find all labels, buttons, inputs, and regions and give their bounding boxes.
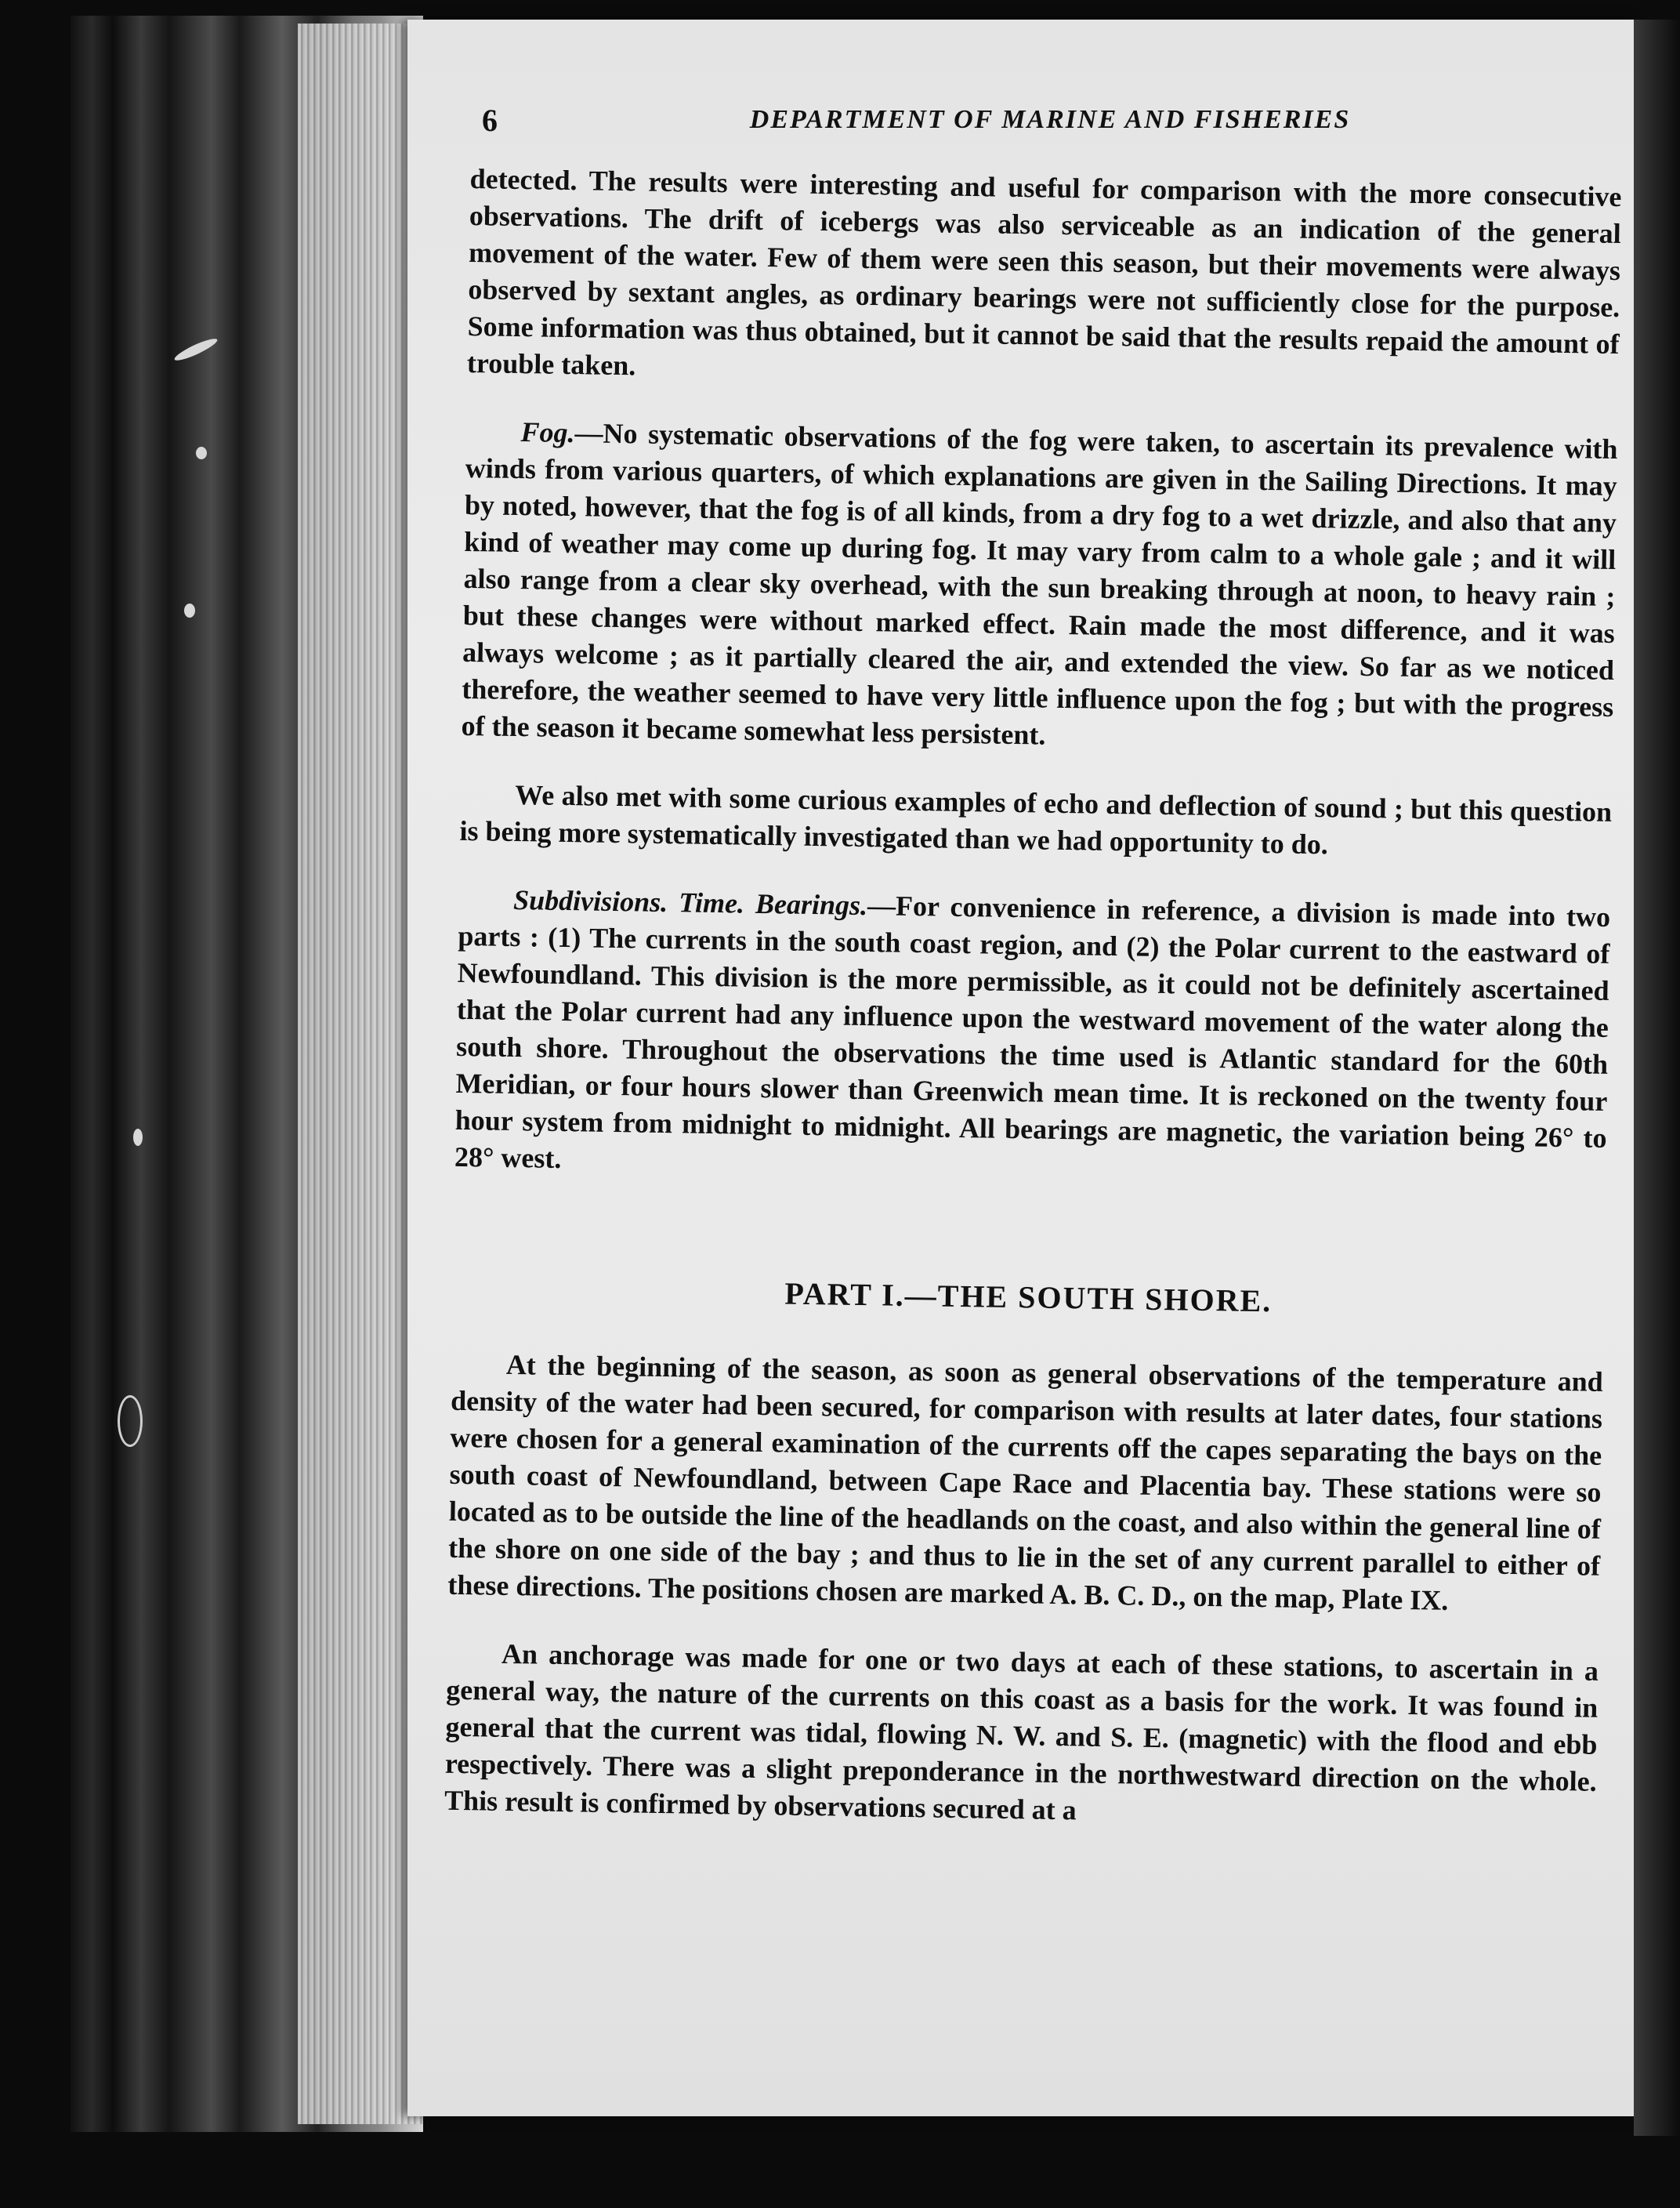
paragraph-lead: Fog. — [520, 416, 575, 449]
paragraph-text: —No systematic observations of the fog were taken, to ascertain its prevalence with winds from various quarters, of which explanations are given in the Sailing Directions. It may by noted, however, that the fog is of all kinds, from a dry fog to a wet drizzle, and also that any kind of weather may come up during fog. It may vary from calm to a whole gale ; and it will also range from a clear sky overhead, with the sun breaking through at noon, to heavy rain ; but these changes were without marked effect. Rain made the most difference, and it was always welcome ; as it partially cleared the air, and extended the view. So far as we noticed therefore, the weather seemed to have very little influence upon the fog ; but with the progress of the season it became somewhat less persistent. — [461, 417, 1618, 751]
paragraph-subdivisions — [454, 881, 1611, 1194]
paragraph-text: —For convenience in reference, a division is made into two parts : (1) The currents in the south coast region, and (2) the Polar current to the eastward of Newfoundland. This division is the more permissible, as it could not be definitely ascertained that the Polar current had any influence upon the westward movement of the water along the south shore. Throughout the observations the time used is Atlantic standard for the 60th Meridian, or four hours slower than Greenwich mean time. It is reckoned on the twenty four hour system from midnight to midnight. All bearings are magnetic, the variation being 26° to 28° west. — [454, 890, 1611, 1174]
page-right-shadow — [1634, 20, 1680, 2136]
main-text — [444, 161, 1622, 1869]
running-head: DEPARTMENT OF MARINE AND FISHERIES — [749, 105, 1351, 134]
section-paragraph — [444, 1635, 1599, 1837]
paragraph-text: At the beginning of the season, as soon as general observations of the temperature and density of the water had been secured, for comparison with results at later dates, four stations were chosen for a general examination of the currents off the capes separating the bays on the south coast of Newfoundland, between Cape Race and Placentia bay. These stations were so located as to be outside the line of the headlands on the coast, and also within the general line of the shore on one side of the bay ; and thus to lie in the set of any current parallel to either of these directions. The positions chosen are marked A. B. C. D., on the map, Plate IX. — [447, 1348, 1604, 1616]
page-stack-edge — [298, 24, 423, 2124]
paragraph-lead: Subdivisions. Time. Bearings. — [512, 883, 868, 922]
dust-speck — [184, 604, 195, 618]
paragraph-text: We also met with some curious examples of echo and deflection of sound ; but this question is being more systematically investigated than we had opportunity to do. — [459, 779, 1613, 861]
paragraph-echo — [459, 776, 1612, 868]
page-number: 6 — [482, 103, 498, 138]
paragraph — [467, 161, 1622, 400]
paragraph-fog — [461, 413, 1617, 763]
dust-speck — [118, 1395, 143, 1447]
dust-speck — [133, 1129, 143, 1146]
paragraph-text: detected. The results were interesting and useful for comparison with the more consecutive observations. The drift of icebergs was also serviceable as an indication of the general movement of the water. Few of them were seen this season, but their movements were always observed by sextant angles, as ordinary bearings were not sufficiently close for the purpose. Some information was thus obtained, but it cannot be said that the results repaid the amount of trouble taken. — [466, 162, 1622, 382]
section-heading: PART I.—THE SOUTH SHORE. — [784, 1275, 1273, 1319]
paragraph-text: An anchorage was made for one or two days at each of these stations, to ascertain in a general way, the nature of the currents on this coast as a basis for the work. It was found in general that the current was tidal, flowing N. W. and S. E. (magnetic) with the flood and ebb respectively. There was a slight preponderance in the northwestward direction on the whole. This result is confirmed by observations secured at a — [444, 1637, 1599, 1826]
section-paragraph — [447, 1346, 1603, 1622]
page-header — [474, 102, 1626, 149]
dust-speck — [196, 447, 207, 459]
